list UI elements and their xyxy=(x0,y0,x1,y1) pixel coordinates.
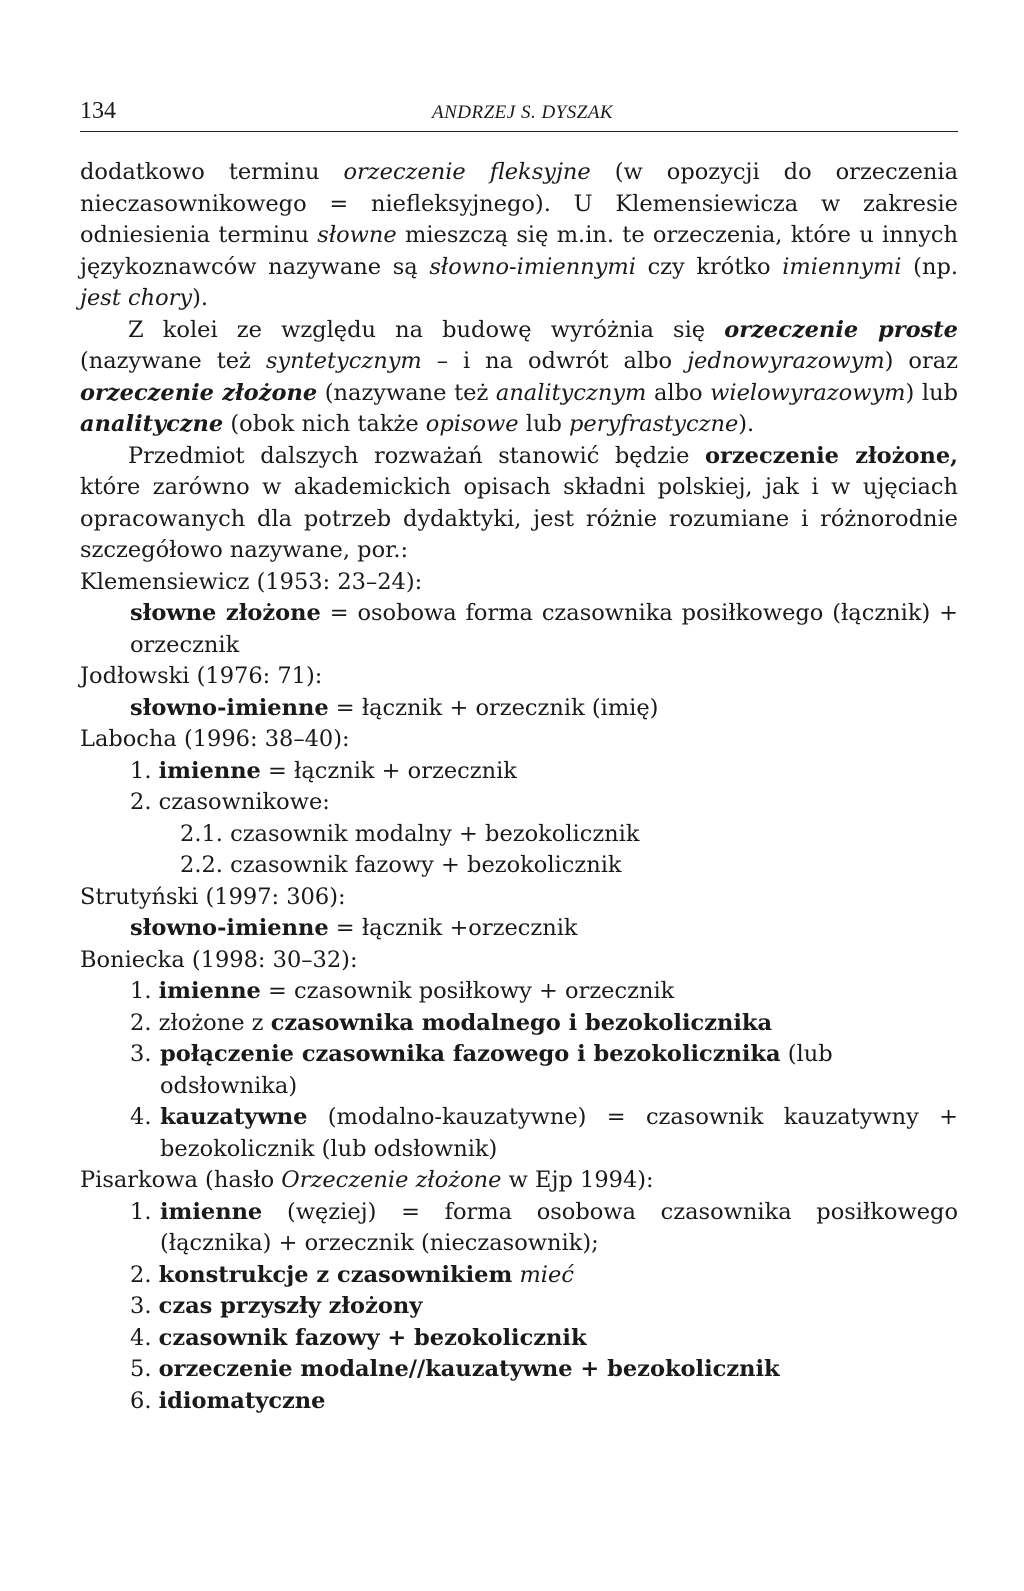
source-jodlowski: Jodłowski (1976: 71): xyxy=(80,663,323,689)
source-klemensiewicz: Klemensiewicz (1953: 23–24): xyxy=(80,568,423,595)
list-item: 6. idiomatyczne xyxy=(130,1387,326,1414)
paragraph-2: Z kolei ze względu na budowę wyróżnia się orzeczenie proste (nazywane też syntetycznym – i na odwrót albo jednowyrazowym) oraz orzeczenie złożone (nazywane też analitycznym albo wielowyrazowym) lub analityczne (obok nich także opisowe lub peryfrastyczne). xyxy=(80,316,958,437)
source-labocha: Labocha (1996: 38–40): xyxy=(80,726,350,752)
list-item: 2. konstrukcje z czasownikiem mieć xyxy=(130,1261,574,1288)
list-item: 4. czasownik fazowy + bezokolicznik xyxy=(130,1324,587,1351)
list-item: 1. imienne (węziej) = forma osobowa czasownika posiłkowego (łącznika) + orzecznik (nieczasownik); xyxy=(130,1198,958,1256)
page-header xyxy=(80,98,958,128)
list-subitem: 2.2. czasownik fazowy + bezokolicznik xyxy=(180,852,622,878)
paragraph-1: dodatkowo terminu orzeczenie fleksyjne (w opozycji do orzeczenia nieczasownikowego = niefleksyjnego). U Klemensiewicza w zakresie odniesienia terminu słowne mieszczą się m.in. te orzeczenia, które u innych językoznawców nazywane są słowno-imiennymi czy krótko imiennymi (np. jest chory). xyxy=(80,159,958,311)
list-item: 1. imienne = czasownik posiłkowy + orzecznik xyxy=(130,978,675,1004)
list-item: 4. kauzatywne (modalno-kauzatywne) = czasownik kauzatywny + bezokolicznik (lub odsłownik) xyxy=(130,1104,958,1162)
list-item: 1. imienne = łącznik + orzecznik xyxy=(130,757,517,784)
paragraph-3: Przedmiot dalszych rozważań stanowić będzie orzeczenie złożone, które zarówno w akademickich opisach składni polskiej, jak i w ujęciach opracowanych dla potrzeb dydaktyki, jest różnie rozumiane i różnorodnie szczegółowo nazywane, por.: xyxy=(80,442,958,563)
list-item: 5. orzeczenie modalne//kauzatywne + bezokolicznik xyxy=(130,1356,780,1382)
running-head: ANDRZEJ S. DYSZAK xyxy=(432,102,614,123)
body-text xyxy=(80,157,958,1417)
page-number: 134 xyxy=(80,98,116,124)
list-item: 3. czas przyszły złożony xyxy=(130,1293,423,1319)
list-subitem: 2.1. czasownik modalny + bezokolicznik xyxy=(180,820,640,847)
source-strutynski: Strutyński (1997: 306): xyxy=(80,883,346,910)
list-item: 3. połączenie czasownika fazowego i bezokolicznika (lub odsłownika) xyxy=(130,1041,833,1099)
list-item: 2. złożone z czasownika modalnego i bezokolicznika xyxy=(130,1009,773,1036)
list-item: 2. czasownikowe: xyxy=(130,789,330,815)
source-boniecka: Boniecka (1998: 30–32): xyxy=(80,946,358,973)
header-rule xyxy=(80,131,958,132)
definition-klemensiewicz: słowne złożone = osobowa forma czasownika posiłkowego (łącznik) + orzecznik xyxy=(130,600,959,658)
definition-jodlowski: słowno-imienne = łącznik + orzecznik (imię) xyxy=(130,694,659,721)
source-pisarkowa: Pisarkowa (hasło Orzeczenie złożone w Ejp 1994): xyxy=(80,1167,654,1193)
definition-strutynski: słowno-imienne = łącznik +orzecznik xyxy=(130,915,578,941)
